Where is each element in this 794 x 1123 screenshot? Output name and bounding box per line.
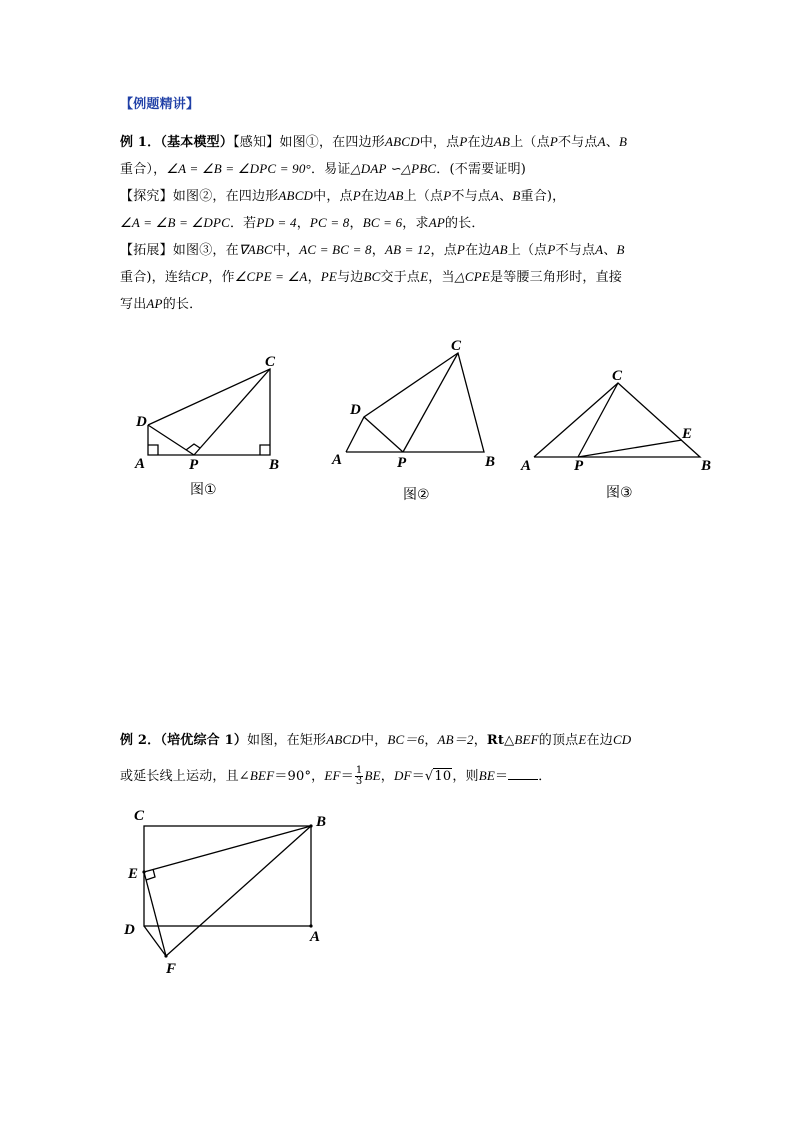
fig4-point-A <box>309 924 312 927</box>
fig3-caption: 图③ <box>606 485 633 501</box>
ex1-line-3: 【探究】如图②，在四边形ABCD中，点P在边AB上（点P不与点A、B重合)， <box>120 188 566 204</box>
ex1-line-1: 例 1．（基本模型）【感知】如图①，在四边形ABCD中，点P在边AB上（点P不与点A、B <box>120 134 628 150</box>
fig2-dp <box>364 417 403 452</box>
ex1-line-7: 写出AP的长． <box>120 296 203 312</box>
fig1-outline <box>148 369 270 455</box>
fig4-df <box>144 926 166 956</box>
fig3-label-C: C <box>612 368 623 384</box>
answer-blank[interactable] <box>508 767 538 780</box>
fig4-fb <box>166 826 311 956</box>
fig4-label-E: E <box>128 866 139 882</box>
ex2-label: 例 2．（培优综合 1） <box>120 733 248 748</box>
sqrt-ten: √10 <box>424 769 452 784</box>
fig4-right-angle <box>146 869 155 880</box>
fig4-label-F: F <box>166 961 177 977</box>
ex1-line-5: 【拓展】如图③，在∇ABC中，AC = BC = 8，AB = 12，点P在边AB上（点P不与点A、B <box>120 242 625 258</box>
ex2-line-2: 或延长线上运动，且∠BEF＝90°，EF＝ $\frac{1}{3}$ BE，DF＝√10，则BE＝ ． <box>120 765 552 787</box>
fig3-label-E: E <box>682 426 693 442</box>
ex1-label: 例 1．（基本模型） <box>120 135 234 150</box>
fig1-caption: 图① <box>190 482 217 498</box>
fig4-label-C: C <box>134 808 145 824</box>
fig1-label-B: B <box>269 457 280 473</box>
fig2-label-P: P <box>397 455 407 471</box>
fig1-label-P: P <box>189 457 199 473</box>
fig2-caption: 图② <box>403 487 430 503</box>
fig1-dp <box>148 425 194 455</box>
ex2-line-1: 例 2．（培优综合 1）如图，在矩形ABCD中，BC＝6，AB＝2，Rt△BEF的顶点E在边CD <box>120 732 632 748</box>
fraction-one-third: $\frac{1}{3}$ <box>355 765 363 787</box>
ex1-line-2: 重合），∠A = ∠B = ∠DPC = 90°．易证△DAP ∽△PBC．(不需要证明) <box>120 161 527 177</box>
fig3-cp <box>578 383 618 457</box>
fig1-label-D: D <box>136 414 147 430</box>
fig2-pc <box>403 353 458 452</box>
fig2-label-D: D <box>350 402 361 418</box>
fig1-right-angle-b <box>260 445 270 455</box>
ex1-line-6: 重合)，连结CP，作∠CPE = ∠A，PE与边BC交于点E，当△CPE是等腰三角形时，直接 <box>120 269 623 285</box>
fig1-pc <box>194 369 270 455</box>
fig3-label-P: P <box>574 458 584 474</box>
fig4-point-B <box>309 824 312 827</box>
fig1-right-angle-a <box>148 445 158 455</box>
fig4-point-E <box>142 870 145 873</box>
fig4-rectangle <box>144 826 311 926</box>
fig3-label-A: A <box>521 458 532 474</box>
fig4-label-A: A <box>310 929 321 945</box>
fig1-right-angle-p <box>186 444 200 450</box>
fig3-outline <box>534 383 700 457</box>
section-title: 【例题精讲】 <box>120 97 200 112</box>
fig4-point-F <box>164 954 167 957</box>
fig3-label-B: B <box>701 458 712 474</box>
ex1-line-4: ∠A = ∠B = ∠DPC．若PD = 4，PC = 8，BC = 6，求AP的长． <box>120 215 485 231</box>
fig2-outline <box>346 353 484 452</box>
fig2-label-A: A <box>332 452 343 468</box>
fig4-label-B: B <box>316 814 327 830</box>
fig2-label-C: C <box>451 338 462 354</box>
fig3-pe <box>578 440 682 457</box>
fig2-label-B: B <box>485 454 496 470</box>
fig4-label-D: D <box>124 922 135 938</box>
fig4-ef <box>144 872 166 956</box>
fig1-label-C: C <box>265 354 276 370</box>
fig4-eb <box>144 826 311 872</box>
fig1-label-A: A <box>135 456 146 472</box>
